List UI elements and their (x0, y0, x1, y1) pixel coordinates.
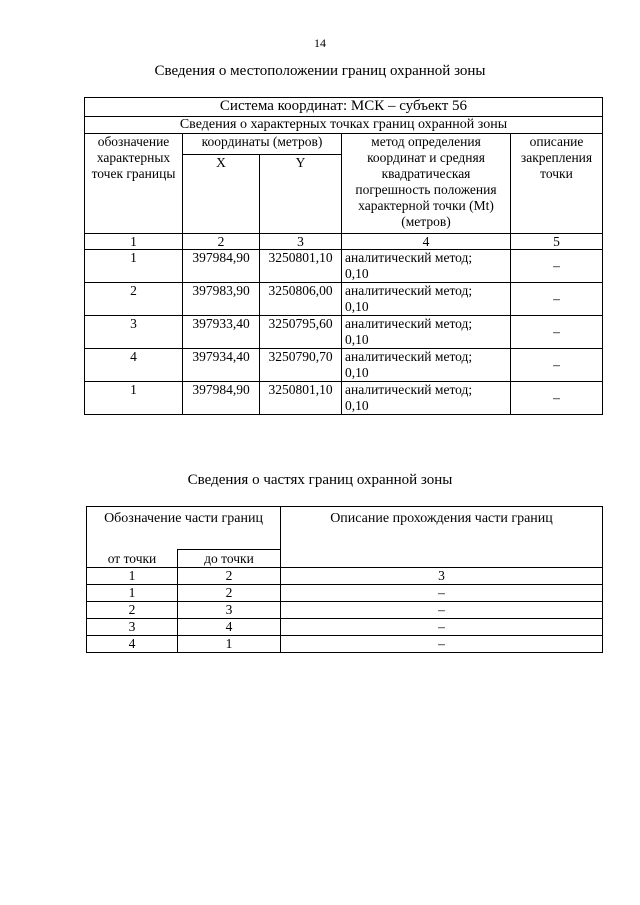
point-desc: – (511, 283, 603, 316)
parts-header-row-1 (87, 507, 603, 550)
boundary-points-table (84, 97, 603, 415)
point-desc: – (511, 250, 603, 283)
error-value: 0,10 (345, 398, 369, 413)
header-part: Обозначение части границ (87, 507, 281, 550)
table-row (87, 585, 603, 602)
point-desc: – (511, 382, 603, 415)
method-cell (342, 349, 511, 382)
coord-x: 397934,40 (183, 349, 260, 382)
points-subtitle-row (85, 117, 603, 134)
to-point: 3 (178, 602, 281, 619)
table-row (85, 250, 603, 283)
coord-y: 3250801,10 (260, 382, 342, 415)
method-text: аналитический метод; (345, 316, 473, 331)
to-point: 4 (178, 619, 281, 636)
to-point: 2 (178, 568, 281, 585)
coordinate-system-title: Система координат: МСК – субъект 56 (85, 98, 603, 117)
error-value: 0,10 (345, 365, 369, 380)
table-row (85, 283, 603, 316)
boundary-parts-table (86, 506, 603, 653)
from-point: 1 (87, 568, 178, 585)
point-id: 1 (85, 250, 183, 283)
coord-y: 3250795,60 (260, 316, 342, 349)
from-point: 3 (87, 619, 178, 636)
header-part-desc: Описание прохождения части границ (281, 507, 603, 568)
coord-x: 397933,40 (183, 316, 260, 349)
method-text: аналитический метод; (345, 283, 473, 298)
method-text: аналитический метод; (345, 250, 473, 265)
error-value: 0,10 (345, 332, 369, 347)
section2-heading: Сведения о частях границ охранной зоны (187, 472, 453, 488)
method-cell (342, 283, 511, 316)
point-desc: – (511, 349, 603, 382)
point-id: 3 (85, 316, 183, 349)
to-point: 2 (178, 585, 281, 602)
coord-x: 397984,90 (183, 382, 260, 415)
coordinate-system-row (85, 98, 603, 117)
header-method: метод определения координат и средняя квадратическая погрешность положения характерной точки (Mt) (метров) (342, 134, 511, 234)
coord-x: 397983,90 (183, 283, 260, 316)
header-x: X (183, 155, 260, 234)
coord-y: 3250801,10 (260, 250, 342, 283)
points-subtitle: Сведения о характерных точках границ охранной зоны (85, 117, 603, 134)
column-number: 4 (342, 234, 511, 250)
table-row (87, 568, 603, 585)
column-number: 3 (260, 234, 342, 250)
table-row (87, 602, 603, 619)
section1-heading: Сведения о местоположении границ охранной зоны (154, 63, 486, 79)
header-y: Y (260, 155, 342, 234)
table-row (85, 316, 603, 349)
coord-x: 397984,90 (183, 250, 260, 283)
table-row (85, 382, 603, 415)
page-number: 14 (314, 36, 326, 50)
method-cell (342, 250, 511, 283)
column-number: 2 (183, 234, 260, 250)
table-row (87, 619, 603, 636)
header-point: обозначение характерных точек границы (85, 134, 183, 234)
header-row-1 (85, 134, 603, 155)
point-id: 4 (85, 349, 183, 382)
error-value: 0,10 (345, 266, 369, 281)
method-cell (342, 382, 511, 415)
header-to: до точки (178, 550, 281, 568)
header-from: от точки (87, 550, 178, 568)
method-text: аналитический метод; (345, 382, 473, 397)
point-desc: – (511, 316, 603, 349)
from-point: 1 (87, 585, 178, 602)
point-id: 2 (85, 283, 183, 316)
coord-y: 3250790,70 (260, 349, 342, 382)
to-point: 1 (178, 636, 281, 653)
part-desc: – (281, 619, 603, 636)
coord-y: 3250806,00 (260, 283, 342, 316)
point-id: 1 (85, 382, 183, 415)
part-desc: 3 (281, 568, 603, 585)
part-desc: – (281, 636, 603, 653)
method-cell (342, 316, 511, 349)
column-numbers-row (85, 234, 603, 250)
header-desc: описание закрепления точки (511, 134, 603, 234)
part-desc: – (281, 602, 603, 619)
method-text: аналитический метод; (345, 349, 473, 364)
header-coords: координаты (метров) (183, 134, 342, 155)
from-point: 4 (87, 636, 178, 653)
error-value: 0,10 (345, 299, 369, 314)
part-desc: – (281, 585, 603, 602)
table-row (85, 349, 603, 382)
table-row (87, 636, 603, 653)
from-point: 2 (87, 602, 178, 619)
column-number: 1 (85, 234, 183, 250)
column-number: 5 (511, 234, 603, 250)
